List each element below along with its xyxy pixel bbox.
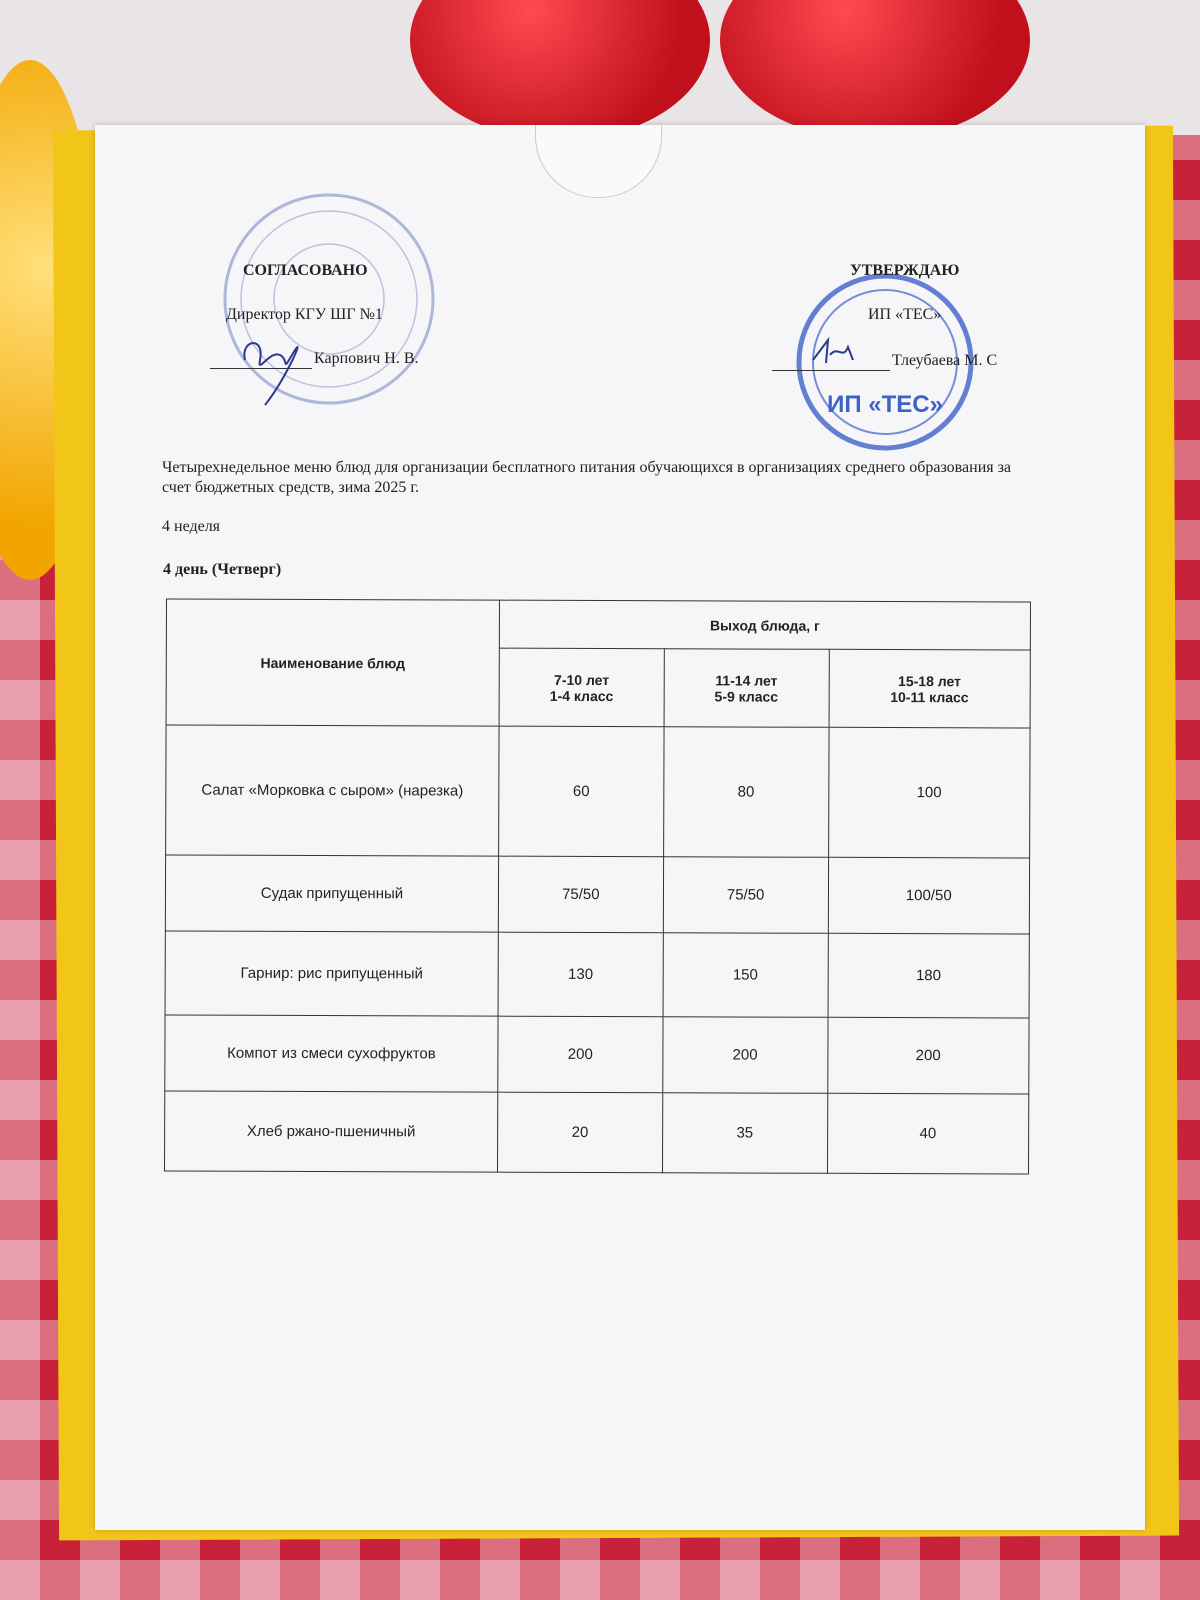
portion-value: 200 [663, 1017, 828, 1094]
portion-value: 20 [498, 1092, 663, 1173]
grade-label: 1-4 класс [549, 687, 614, 704]
grade-label: 10-11 класс [890, 688, 969, 705]
signature-left [235, 320, 315, 410]
approved-left-position: Директор КГУ ШГ №1 [226, 306, 383, 323]
stamp-lettering: ИП «ТЕС» [827, 391, 943, 418]
portion-value: 75/50 [498, 856, 663, 933]
portion-value: 40 [827, 1093, 1029, 1174]
approved-left-heading: СОГЛАСОВАНО [243, 262, 368, 279]
approved-right-position: ИП «ТЕС» [868, 306, 942, 323]
age-group-header [499, 648, 664, 727]
age-label: 11-14 лет [715, 671, 778, 689]
signature-line [772, 370, 890, 371]
portion-value: 100 [828, 727, 1030, 858]
approved-right-heading: УТВЕРЖДАЮ [850, 262, 960, 279]
portion-value: 130 [498, 932, 663, 1017]
table-row [165, 1091, 1029, 1174]
portion-value: 100/50 [828, 857, 1030, 934]
signature-right [808, 335, 868, 370]
portion-value: 200 [827, 1017, 1029, 1094]
age-group-header [664, 649, 829, 728]
dish-name: Хлеб ржано-пшеничный [165, 1091, 498, 1172]
approved-right-name: Тлеубаева М. С [892, 352, 998, 369]
dish-name: Салат «Морковка с сыром» (нарезка) [166, 725, 499, 856]
day-label: 4 день (Четверг) [163, 561, 282, 578]
portion-value: 75/50 [663, 857, 828, 934]
age-group-header [829, 649, 1031, 728]
dish-name: Компот из смеси сухофруктов [165, 1015, 498, 1092]
table-row [166, 725, 1030, 858]
dish-name: Гарнир: рис припущенный [165, 931, 498, 1016]
dish-name-header: Наименование блюд [166, 599, 499, 726]
dish-name: Судак припущенный [165, 855, 498, 932]
output-header: Выход блюда, г [499, 600, 1030, 650]
table-row [165, 1015, 1029, 1094]
week-label: 4 неделя [162, 518, 221, 535]
portion-value: 200 [498, 1016, 663, 1093]
age-label: 7-10 лет [554, 671, 610, 688]
grade-label: 5-9 класс [714, 687, 779, 705]
table-row [165, 931, 1029, 1018]
age-label: 15-18 лет [898, 672, 961, 689]
menu-description: Четырехнедельное меню блюд для организации бесплатного питания обучающихся в организациях среднего образования за счет бюджетных средств, зима 2025 г. [162, 459, 1012, 496]
table-row [165, 855, 1029, 934]
approved-left-name: Карпович Н. В. [314, 350, 419, 367]
portion-value: 80 [663, 727, 828, 858]
portion-value: 60 [499, 726, 664, 857]
portion-value: 150 [663, 933, 828, 1018]
portion-value: 35 [662, 1093, 827, 1174]
portion-value: 180 [828, 933, 1030, 1018]
menu-table [164, 598, 1031, 1174]
